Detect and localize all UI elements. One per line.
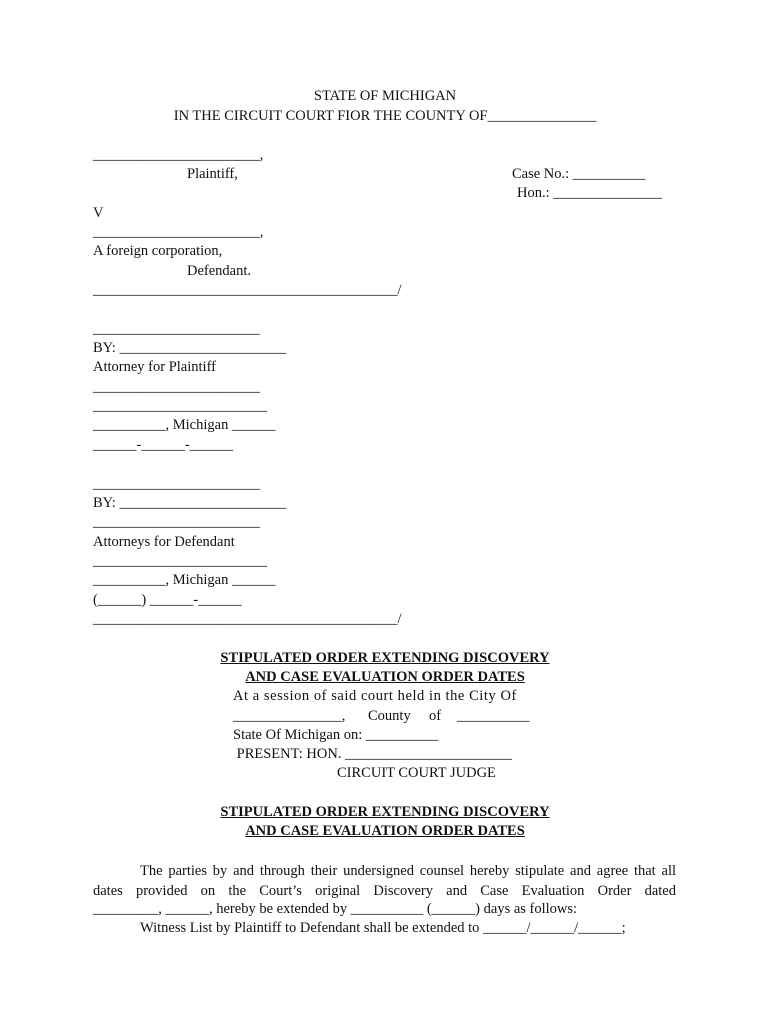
circuit-court-judge-label: CIRCUIT COURT JUDGE — [337, 765, 496, 781]
defendant-attorney-phone-line: (______) ______-______ — [93, 592, 242, 608]
defendant-name-blank: _______________________, — [93, 224, 264, 240]
defendant-attorney-city-line: __________, Michigan ______ — [93, 572, 276, 588]
stipulation-paragraph: The parties by and through their undersigned counsel hereby stipulate and agree that all dates provided on the Court’s original Discovery and Case Evaluation Order dated — [93, 863, 676, 899]
session-county-label: County — [368, 708, 411, 724]
order-title-2-line-2: AND CASE EVALUATION ORDER DATES — [245, 823, 525, 839]
attorney-block-separator: __________________________________________/ — [93, 611, 402, 627]
foreign-corporation-label: A foreign corporation, — [93, 243, 223, 259]
versus-label: V — [93, 205, 104, 221]
plaintiff-attorney-phone-line: ______-______-______ — [93, 437, 234, 453]
plaintiff-attorney-address-2: ________________________ — [93, 398, 267, 414]
caption-separator: __________________________________________/ — [93, 282, 402, 298]
defendant-attorney-firm-blank: _______________________ — [93, 514, 260, 530]
session-county-blank: __________ — [457, 708, 530, 724]
witness-list-line: Witness List by Plaintiff to Defendant shall be extended to ______/______/______; — [140, 920, 626, 936]
session-of-label: of — [429, 708, 442, 724]
plaintiff-attorney-city-line: __________, Michigan ______ — [93, 417, 276, 433]
order-title-2-line-1: STIPULATED ORDER EXTENDING DISCOVERY — [220, 804, 550, 820]
defendant-label: Defendant. — [187, 263, 252, 279]
stipulation-paragraph-end: _________, ______, hereby be extended by __________ (______) days as follows: — [93, 901, 578, 917]
session-present-judge: PRESENT: HON. _______________________ — [233, 746, 512, 762]
plaintiff-label: Plaintiff, — [187, 166, 238, 182]
plaintiff-attorney-address-1: _______________________ — [93, 379, 260, 395]
order-title-line-2: AND CASE EVALUATION ORDER DATES — [245, 669, 525, 685]
defendant-attorney-by-line: BY: _______________________ — [93, 495, 287, 511]
plaintiff-attorney-name-blank: _______________________ — [93, 321, 260, 337]
state-heading: STATE OF MICHIGAN — [313, 88, 457, 104]
defendant-attorney-address-1: ________________________ — [93, 553, 267, 569]
plaintiff-attorney-role: Attorney for Plaintiff — [93, 359, 216, 375]
session-line-1: At a session of said court held in the City Of — [233, 688, 517, 704]
defendant-attorney-role: Attorneys for Defendant — [93, 534, 235, 550]
case-number-field: Case No.: __________ — [512, 166, 646, 182]
plaintiff-attorney-by-line: BY: _______________________ — [93, 340, 287, 356]
defendant-attorney-name-blank: _______________________ — [93, 476, 260, 492]
plaintiff-name-blank: _______________________, — [93, 147, 264, 163]
judge-hon-field: Hon.: _______________ — [517, 185, 662, 201]
session-city-blank: _______________, — [233, 708, 346, 724]
session-date-line: State Of Michigan on: __________ — [233, 727, 439, 743]
court-heading: IN THE CIRCUIT COURT FIOR THE COUNTY OF_______________ — [173, 108, 597, 124]
order-title-line-1: STIPULATED ORDER EXTENDING DISCOVERY — [220, 650, 550, 666]
